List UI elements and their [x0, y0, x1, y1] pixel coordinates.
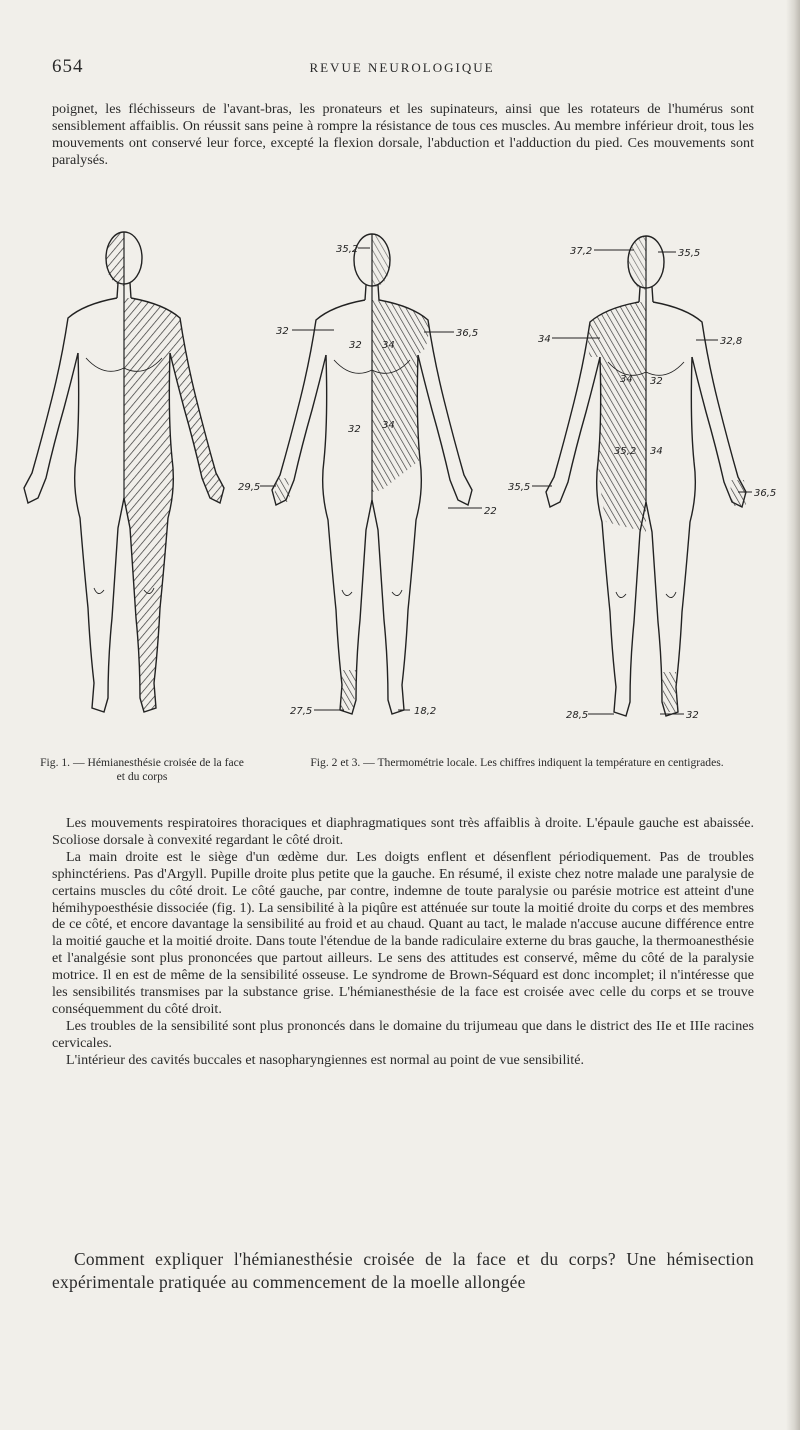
page-header: [52, 56, 752, 80]
figure-3-body-outline: [546, 236, 746, 716]
closing-paragraph: Comment expliquer l'hémianesthésie croisée de la face et du corps? Une hémisection expérimentale pratiquée au commencement de la moelle allongée: [52, 1249, 754, 1292]
figures-block: [14, 222, 786, 762]
fig3-temp: 37,2: [570, 246, 593, 257]
figure-2-body-outline: [272, 234, 472, 714]
fig2-temp: 27,5: [290, 706, 313, 717]
fig3-temp: 28,5: [566, 710, 589, 721]
figure-1-caption: Fig. 1. — Hémianesthésie croisée de la face et du corps: [40, 756, 244, 783]
body-paragraph: Les troubles de la sensibilité sont plus prononcés dans le domaine du trijumeau que dans le district des IIe et IIIe racines cervicales.: [52, 1017, 754, 1051]
fig3-temp: 34: [620, 374, 633, 385]
fig2-temp: 34: [382, 420, 395, 431]
page-number: 654: [52, 56, 84, 77]
figure-2-3-caption: Fig. 2 et 3. — Thermométrie locale. Les chiffres indiquent la température en centigrades.: [310, 756, 724, 769]
opening-paragraph: poignet, les fléchisseurs de l'avant-bras, les pronateurs et les supinateurs, ainsi que les rotateurs de l'humérus sont sensiblement affaiblis. On réussit sans peine à rompre la résistance de tous ces muscles. Au membre inférieur droit, tous les mouvements ont conservé leur force, excepté la flexion dorsale, l'abduction et l'adduction du pied. Ces mouvements sont paralysés.: [52, 101, 754, 168]
body-paragraph: L'intérieur des cavités buccales et nasopharyngiennes est normal au point de vue sensibilité.: [66, 1051, 584, 1068]
fig2-temp: 18,2: [414, 706, 437, 717]
figure-leader-lines: [260, 248, 752, 714]
fig2-temp: 22: [484, 506, 497, 517]
figure-1-body-outline: [24, 232, 224, 712]
fig3-temp: 34: [650, 446, 663, 457]
fig2-temp: 35,2: [336, 244, 359, 255]
fig3-temp: 35,5: [508, 482, 531, 493]
fig2-temp: 32: [276, 326, 289, 337]
body-text: [52, 815, 754, 1069]
fig3-temp: 32: [650, 376, 663, 387]
body-paragraph: La main droite est le siège d'un œdème dur. Les doigts enflent et désenflent périodiquement. Pas de troubles sphinctériens. Pas d'Argyll. Pupille droite plus petite que la gauche. En résumé, il existe chez notre malade une paralysie de certains muscles du côté droit. Le côté gauche, par contre, indemne de toute paralysie ou parésie motrice est atteint d'une hémihypoesthésie dissociée (fig. 1). La sensibilité à la piqûre est atténuée sur toute la moitié droite du corps et des membres de ce côté, et encore davantage la sensibilité au froid et au chaud. Quant au tact, le malade n'accuse aucune différence entre la moitié gauche et la moitié droite. Dans toute l'étendue de la bande radiculaire externe du bras gauche, la thermoanesthésie et l'analgésie sont plus prononcées que partout ailleurs. Le sens des attitudes est conservé, même du côté de la paralysie motrice. Il en est de même de la sensibilité osseuse. Le syndrome de Brown-Séquard est donc incomplet; il n'intéresse que les sensibilités transmises par la substance grise. L'hémianesthésie de la face est croisée avec celle du corps et se trouve conséquemment du côté droit.: [52, 848, 754, 1017]
fig3-temp: 34: [538, 334, 551, 345]
fig2-temp: 32: [349, 340, 362, 351]
fig3-temp: 35,5: [678, 248, 701, 259]
fig2-temp: 34: [382, 340, 395, 351]
fig3-temp: 32,8: [720, 336, 743, 347]
page-edge-shadow: [786, 0, 800, 1430]
running-head: REVUE NEUROLOGIQUE: [309, 60, 495, 75]
body-paragraph: Les mouvements respiratoires thoraciques et diaphragmatiques sont très affaiblis à droite. L'épaule gauche est abaissée. Scoliose dorsale à convexité regardant le côté droit.: [52, 815, 754, 848]
fig2-temp: 32: [348, 424, 361, 435]
fig3-temp: 35,2: [614, 446, 637, 457]
figures-illustration: [14, 222, 786, 752]
fig3-temp: 32: [686, 710, 699, 721]
fig2-temp: 29,5: [238, 482, 261, 493]
fig2-temp: 36,5: [456, 328, 479, 339]
fig3-temp: 36,5: [754, 488, 777, 499]
